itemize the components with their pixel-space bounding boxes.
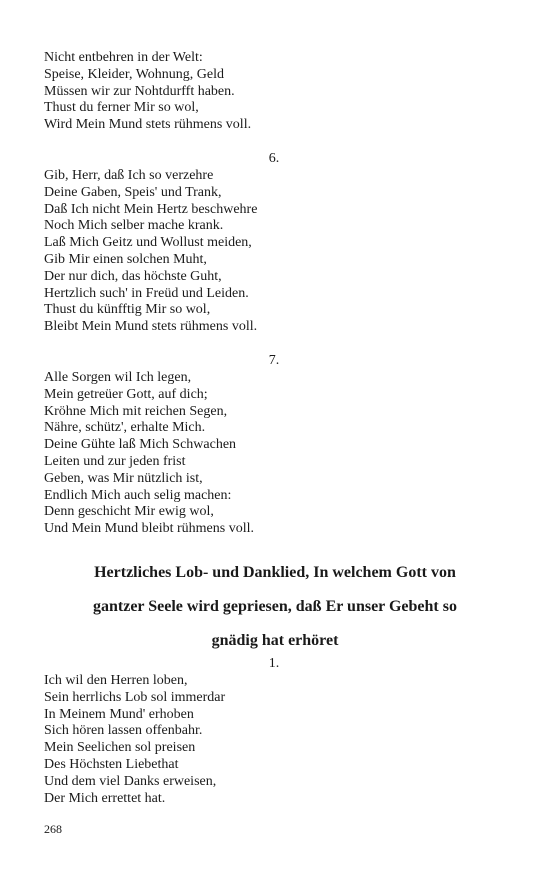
stanza-number: 7. (268, 353, 280, 368)
verse-line: Leiten und zur jeden frist (44, 453, 186, 469)
verse-line: Endlich Mich auch selig machen: (44, 487, 232, 503)
verse-line: Nicht entbehren in der Welt: (44, 50, 203, 65)
stanza-5-continuation (44, 50, 504, 134)
verse-line: Nähre, schütz', erhalte Mich. (44, 420, 206, 436)
verse-line: Und Mein Mund bleibt rühmens voll. (44, 521, 254, 537)
verse-line: Daß Ich nicht Mein Hertz beschwehre (44, 201, 258, 217)
verse-line: Wird Mein Mund stets rühmens voll. (44, 117, 252, 133)
song-title-line: gantzer Seele wird gepriesen, daß Er unser Gebeht so (93, 598, 457, 615)
verse-line: Thust du ferner Mir so wol, (44, 100, 199, 116)
verse-line: Mein getreüer Gott, auf dich; (44, 386, 208, 402)
page-number: 268 (44, 822, 62, 836)
stanza-1 (44, 673, 504, 807)
stanza-number: 1. (268, 656, 280, 671)
verse-line: Denn geschicht Mir ewig wol, (44, 504, 214, 520)
verse-line: Hertzlich such' in Freüd und Leiden. (44, 285, 249, 301)
stanza-6 (44, 168, 504, 336)
verse-line: Thust du künfftig Mir so wol, (44, 302, 211, 318)
verse-line: In Meinem Mund' erhoben (44, 706, 194, 722)
verse-line: Bleibt Mein Mund stets rühmens voll. (44, 319, 258, 335)
stanza-number: 6. (268, 151, 280, 166)
verse-line: Mein Seelichen sol preisen (44, 740, 196, 756)
song-title (30, 556, 520, 658)
verse-line: Sein herrlichs Lob sol immerdar (44, 689, 226, 705)
verse-line: Alle Sorgen wil Ich legen, (44, 370, 192, 385)
verse-line: Geben, was Mir nützlich ist, (44, 470, 203, 486)
verse-line: Deine Gühte laß Mich Schwachen (44, 437, 237, 453)
verse-line: Kröhne Mich mit reichen Segen, (44, 403, 228, 419)
verse-line: Speise, Kleider, Wohnung, Geld (44, 66, 225, 82)
verse-line: Des Höchsten Liebethat (44, 756, 179, 772)
verse-line: Noch Mich selber mache krank. (44, 218, 224, 234)
song-title-line: Hertzliches Lob- und Danklied, In welchem Gott von (94, 564, 456, 581)
song-title-line: gnädig hat erhöret (211, 632, 339, 649)
verse-line: Und dem viel Danks erweisen, (44, 773, 217, 789)
verse-line: Gib, Herr, daß Ich so verzehre (44, 168, 214, 183)
verse-line: Ich wil den Herren loben, (44, 673, 188, 688)
verse-line: Gib Mir einen solchen Muht, (44, 251, 207, 267)
verse-line: Laß Mich Geitz und Wollust meiden, (44, 235, 252, 251)
verse-line: Sich hören lassen offenbahr. (44, 723, 203, 739)
verse-line: Der nur dich, das höchste Guht, (44, 268, 222, 284)
verse-line: Deine Gaben, Speis' und Trank, (44, 184, 222, 200)
verse-line: Müssen wir zur Nohtdurfft haben. (44, 83, 235, 99)
stanza-7 (44, 370, 504, 538)
verse-line: Der Mich errettet hat. (44, 790, 166, 806)
